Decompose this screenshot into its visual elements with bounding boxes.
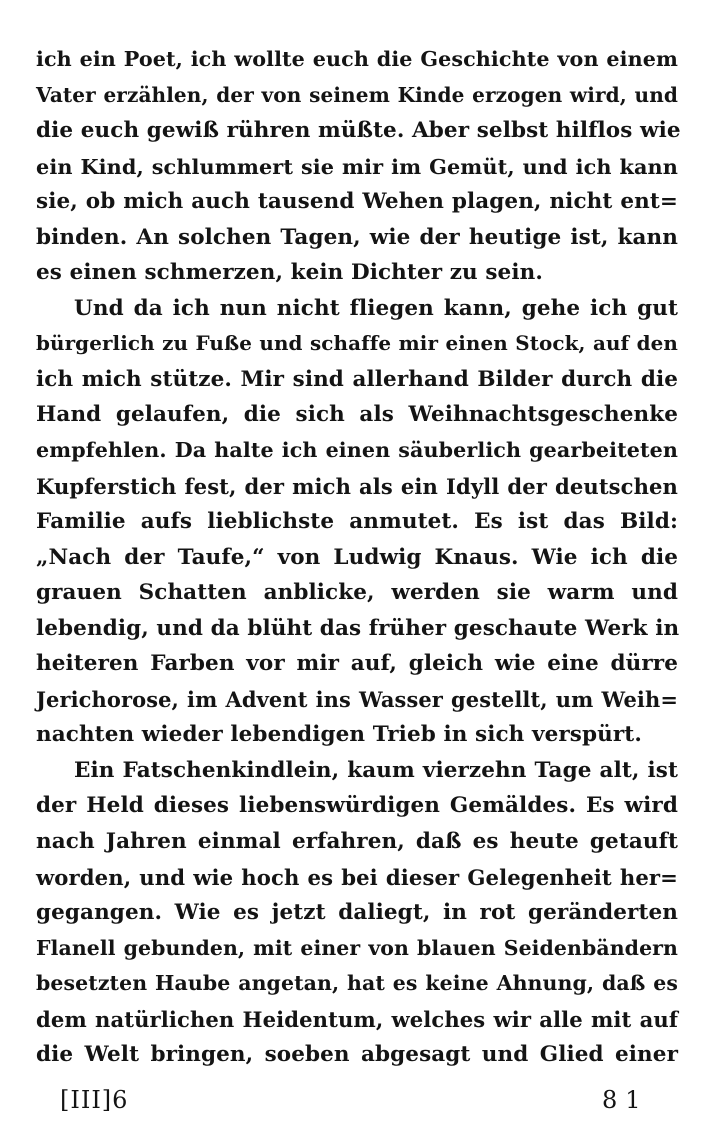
text-line: Hand gelaufen, die sich als Weihnachtsgeschenke (36, 402, 678, 428)
page-number: 81 (602, 1086, 649, 1114)
text-line: binden. An solchen Tagen, wie der heutige ist, kann (36, 224, 678, 250)
paragraph-start-line: Ein Fatschenkindlein, kaum vierzehn Tage alt, ist (74, 757, 678, 783)
text-line: heiteren Farben vor mir auf, gleich wie eine dürre (36, 651, 678, 677)
text-line: ich mich stütze. Mir sind allerhand Bilder durch die (36, 366, 678, 392)
text-line: Jerichorose, im Advent ins Wasser gestellt, um Weih= (36, 686, 678, 712)
paragraph-end-line: es einen schmerzen, kein Dichter zu sein. (36, 260, 543, 286)
text-line: sie, ob mich auch tausend Wehen plagen, nicht ent= (36, 189, 678, 215)
text-line: besetzten Haube angetan, hat es keine Ahnung, daß es (36, 971, 678, 996)
text-line: gegangen. Wie es jetzt daliegt, in rot geränderten (36, 900, 678, 926)
text-line: Flanell gebunden, mit einer von blauen Seidenbändern (36, 935, 678, 960)
text-line: empfehlen. Da halte ich einen säuberlich gearbeiteten (36, 438, 678, 463)
paragraph-start-line: Und da ich nun nicht fliegen kann, gehe ich gut (74, 295, 678, 321)
text-line: ein Kind, schlummert sie mir im Gemüt, und ich kann (36, 153, 678, 179)
text-line: Kupferstich fest, der mich als ein Idyll der deutschen (36, 473, 678, 499)
page-footer (36, 1086, 649, 1122)
text-line: der Held dieses liebenswürdigen Gemäldes. Es wird (36, 793, 678, 819)
text-line: nach Jahren einmal erfahren, daß es heute getauft (36, 829, 678, 855)
text-line: grauen Schatten anblicke, werden sie warm und (36, 580, 678, 606)
text-line: Familie aufs lieblichste anmutet. Es ist das Bild: (36, 509, 678, 535)
text-line: worden, und wie hoch es bei dieser Gelegenheit her= (36, 864, 678, 890)
text-line: die Welt bringen, soeben abgesagt und Glied einer (36, 1042, 678, 1068)
text-line: ich ein Poet, ich wollte euch die Geschichte von einem (36, 47, 678, 71)
signature-mark: [III]6 (60, 1086, 129, 1114)
text-line: „Nach der Taufe,“ von Ludwig Knaus. Wie ich die (36, 544, 678, 570)
text-line: lebendig, und da blüht das früher geschaute Werk in (36, 615, 680, 641)
body-text (36, 42, 681, 1073)
paragraph-end-line: nachten wieder lebendigen Trieb in sich verspürt. (36, 722, 642, 748)
text-line: Vater erzählen, der von seinem Kinde erzogen wird, und (36, 82, 678, 107)
text-line: dem natürlichen Heidentum, welches wir alle mit auf (36, 1006, 678, 1032)
text-line: bürgerlich zu Fuße und schaffe mir einen Stock, auf den (36, 331, 678, 356)
text-line: die euch gewiß rühren müßte. Aber selbst hilflos wie (36, 118, 681, 144)
